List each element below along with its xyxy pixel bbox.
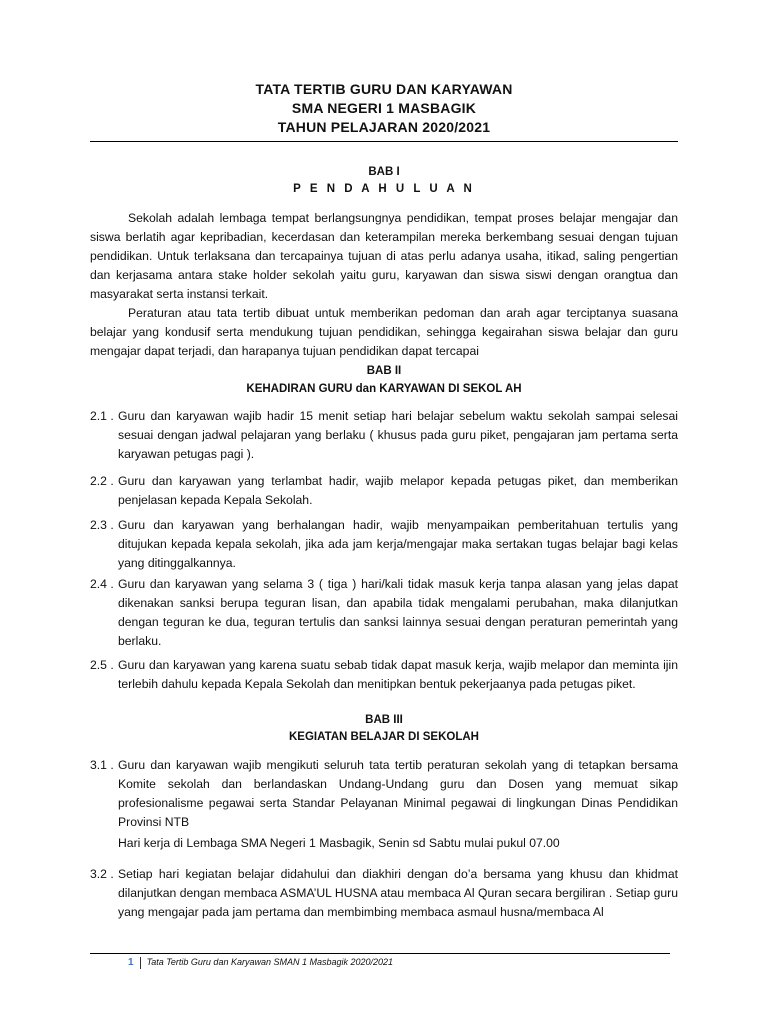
item-text: Guru dan karyawan yang karena suatu sebab tidak dapat masuk kerja, wajib melapor dan meminta ijin terlebih dahulu kepada Kepala Sekolah dan menitipkan bentuk pekerjaanya pada petugas piket. bbox=[118, 658, 678, 691]
item-text: Guru dan karyawan yang berhalangan hadir, wajib menyampaikan pemberitahuan tertulis yang ditujukan kepada kepala sekolah, jika ada jam kerja/mengajar maka sertakan tugas belajar bagi kelas yang ditinggalkannya. bbox=[118, 518, 678, 570]
item-number: 3.1 . bbox=[90, 758, 114, 772]
page-footer bbox=[128, 956, 393, 969]
bab-2-label: BAB II bbox=[366, 365, 402, 377]
document-title-line-3: TAHUN PELAJARAN 2020/2021 bbox=[277, 119, 491, 135]
item-number: 2.1 . bbox=[90, 409, 114, 423]
list-item bbox=[90, 516, 678, 573]
document-title-line-2: SMA NEGERI 1 MASBAGIK bbox=[291, 100, 477, 116]
list-item bbox=[90, 865, 678, 922]
bab-3-label: BAB III bbox=[365, 714, 403, 726]
bab-1-label: BAB I bbox=[368, 166, 400, 178]
item-text: Guru dan karyawan wajib hadir 15 menit setiap hari belajar sebelum waktu sekolah sampai selesai sesuai dengan jadwal pelajaran yang berlaku ( khusus pada guru piket, pengajaran jam pertama serta karyawan petugas pagi ). bbox=[118, 409, 678, 461]
list-item bbox=[90, 656, 678, 694]
footer-text: Tata Tertib Guru dan Karyawan SMAN 1 Masbagik 2020/2021 bbox=[146, 957, 394, 967]
item-number: 2.4 . bbox=[90, 577, 114, 591]
item-number: 2.5 . bbox=[90, 658, 114, 672]
workday-note: Hari kerja di Lembaga SMA Negeri 1 Masbagik, Senin sd Sabtu mulai pukul 07.00 bbox=[118, 836, 560, 850]
item-number: 3.2 . bbox=[90, 867, 114, 881]
item-number: 2.2 . bbox=[90, 474, 114, 488]
item-number: 2.3 . bbox=[90, 518, 114, 532]
bab-2-title: KEHADIRAN GURU dan KARYAWAN DI SEKOL AH bbox=[246, 383, 522, 395]
list-item bbox=[90, 407, 678, 464]
list-item bbox=[90, 575, 678, 651]
document-title-line-1: TATA TERTIB GURU DAN KARYAWAN bbox=[255, 81, 513, 97]
footer-divider bbox=[90, 953, 670, 954]
bab-1-title: P E N D A H U L U A N bbox=[293, 183, 475, 195]
list-item bbox=[90, 756, 678, 832]
item-text: Guru dan karyawan yang terlambat hadir, wajib melapor kepada petugas piket, dan memberikan penjelasan kepada Kepala Sekolah. bbox=[118, 474, 678, 507]
item-text: Guru dan karyawan wajib mengikuti seluruh tata tertib peraturan sekolah yang di tetapkan bersama Komite sekolah dan berlandaskan Undang-Undang guru dan Dosen yang memuat sikap profesionalisme pegawai serta Standar Pelayanan Minimal pegawai di lingkungan Dinas Pendidikan Provinsi NTB bbox=[118, 758, 678, 829]
bab-1-paragraph-1: Sekolah adalah lembaga tempat berlangsungnya pendidikan, tempat proses belajar mengajar dan siswa berlatih agar kepribadian, kecerdasan dan keterampilan mereka berkembang sesuai dengan tujuan pendidikan. Untuk terlaksana dan tercapainya tujuan di atas perlu adanya usaha, itikad, saling pengertian dan kerjasama antara stake holder sekolah yaitu guru, karyawan dan siswa siswi dengan orangtua dan masyarakat serta instansi terkait. bbox=[90, 211, 678, 301]
bab-1-paragraph-2: Peraturan atau tata tertib dibuat untuk memberikan pedoman dan arah agar terciptanya suasana belajar yang kondusif serta mendukung tujuan pendidikan, sehingga kegairahan siswa belajar dan guru mengajar dapat terjadi, dan harapanya tujuan pendidikan dapat tercapai bbox=[90, 306, 678, 358]
bab-3-title: KEGIATAN BELAJAR DI SEKOLAH bbox=[289, 731, 479, 743]
item-text: Guru dan karyawan yang selama 3 ( tiga ) hari/kali tidak masuk kerja tanpa alasan yang jelas dapat dikenakan sanksi berupa teguran lisan, dan apabila tidak mengalami perubahan, maka dilanjutkan dengan teguran ke dua, teguran tertulis dan sanksi lainnya sesuai dengan peraturan pemerintah yang berlaku. bbox=[118, 577, 678, 648]
item-text: Setiap hari kegiatan belajar didahului dan diakhiri dengan do’a bersama yang khusu dan khidmat dilanjutkan dengan membaca ASMA’UL HUSNA atau membaca Al Quran secara bergiliran . Setiap guru yang mengajar pada jam pertama dan membimbing membaca asmaul husna/membaca Al bbox=[118, 867, 678, 919]
list-item bbox=[90, 472, 678, 510]
title-divider bbox=[90, 141, 678, 142]
page-number: 1 bbox=[128, 957, 141, 969]
